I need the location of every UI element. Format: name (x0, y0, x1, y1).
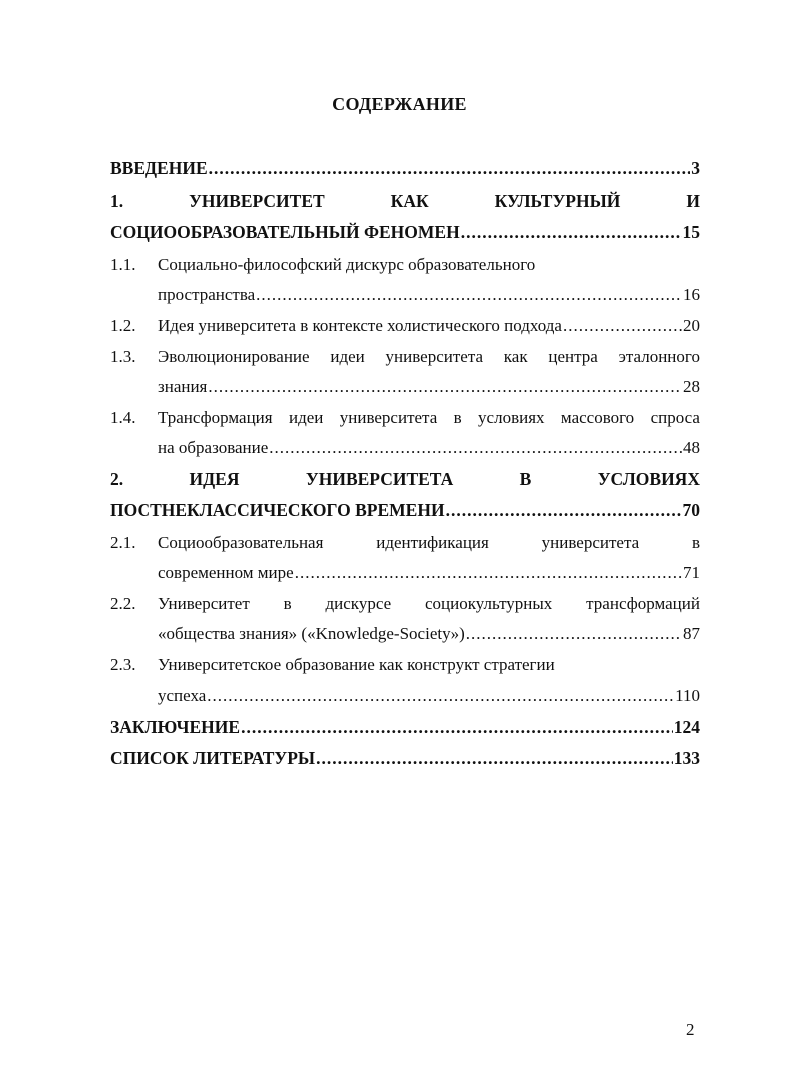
heading-word: трансформаций (586, 594, 700, 613)
toc-entry-2-2-line2[interactable] (158, 624, 700, 650)
dot-leader (209, 158, 691, 179)
heading-word: УНИВЕРСИТЕТА (305, 469, 454, 489)
heading-word: Трансформация (158, 408, 273, 427)
dot-leader (446, 500, 682, 521)
chapter-number: 1. (110, 191, 124, 211)
dot-leader (563, 316, 682, 336)
toc-entry-1-1-line1[interactable]: Социально-философский дискурс образовательного (158, 255, 536, 274)
toc-entry-1-2[interactable] (158, 316, 700, 342)
heading-word: УНИВЕРСИТЕТ (189, 191, 325, 211)
toc-entry-page: 16 (683, 285, 700, 304)
toc-entry-page: 124 (673, 717, 700, 737)
heading-word: идеи (288, 408, 324, 427)
heading-word: университета (541, 533, 640, 552)
heading-word: в (453, 408, 462, 427)
chapter-number: 2. (110, 469, 124, 489)
toc-entry-label: ЗАКЛЮЧЕНИЕ (110, 717, 241, 737)
toc-entry-chapter-1-line1[interactable] (110, 191, 700, 217)
heading-word: в (691, 533, 700, 552)
toc-entry-label: ПОСТНЕКЛАССИЧЕСКОГО ВРЕМЕНИ (110, 500, 445, 520)
heading-word: университета (339, 408, 438, 427)
toc-entry-page: 3 (691, 158, 700, 178)
toc-entry-label: на образование (158, 438, 269, 457)
toc-entry-2-1-line1[interactable] (158, 533, 700, 559)
toc-entry-label: «общества знания» («Knowledge-Society») (158, 624, 465, 643)
heading-word: УСЛОВИЯХ (597, 469, 700, 489)
toc-entry-label: ВВЕДЕНИЕ (110, 158, 208, 178)
toc-entry-1-3-line1[interactable] (158, 347, 700, 373)
page-number: 2 (686, 1020, 695, 1039)
heading-word: спроса (650, 408, 700, 427)
toc-entry-label: пространства (158, 285, 256, 304)
section-number: 1.3. (110, 347, 136, 366)
dot-leader (269, 438, 682, 458)
toc-entry-page: 133 (673, 748, 700, 768)
toc-entry-page: 87 (683, 624, 700, 643)
heading-word: массового (560, 408, 635, 427)
heading-word: центра (548, 347, 598, 366)
toc-entry-page: 70 (682, 500, 700, 520)
toc-entry-references[interactable] (110, 748, 700, 774)
section-number: 1.4. (110, 408, 136, 427)
toc-entry-1-3-line2[interactable] (158, 377, 700, 403)
heading-word: условиях (478, 408, 545, 427)
heading-word: дискурсе (325, 594, 392, 613)
heading-word: идентификация (376, 533, 489, 552)
section-number: 2.1. (110, 533, 136, 552)
toc-entry-label: знания (158, 377, 208, 396)
heading-word: ИДЕЯ (189, 469, 240, 489)
toc-entry-1-1-line2[interactable] (158, 285, 700, 311)
heading-word: эталонного (618, 347, 700, 366)
toc-entry-label: Идея университета в контексте холистического подхода (158, 316, 562, 335)
toc-entry-page: 71 (683, 563, 700, 582)
toc-entry-label: СОЦИООБРАЗОВАТЕЛЬНЫЙ ФЕНОМЕН (110, 222, 460, 242)
toc-entry-conclusion[interactable] (110, 717, 700, 743)
dot-leader (316, 748, 673, 769)
toc-entry-2-2-line1[interactable] (158, 594, 700, 620)
toc-entry-label: современном мире (158, 563, 294, 582)
heading-word: идеи (330, 347, 365, 366)
dot-leader (256, 285, 682, 305)
toc-entry-page: 110 (675, 686, 700, 705)
heading-word: Университет (158, 594, 250, 613)
toc-entry-1-4-line1[interactable] (158, 408, 700, 434)
section-number: 1.1. (110, 255, 136, 274)
heading-word: И (686, 191, 700, 211)
page-title: СОДЕРЖАНИЕ (332, 94, 467, 114)
toc-entry-page: 48 (683, 438, 700, 457)
toc-entry-chapter-1-line2[interactable] (110, 222, 700, 248)
heading-word: как (503, 347, 528, 366)
toc-entry-label: СПИСОК ЛИТЕРАТУРЫ (110, 748, 316, 768)
dot-leader (207, 686, 674, 706)
section-number: 1.2. (110, 316, 136, 335)
heading-word: Социообразовательная (158, 533, 324, 552)
heading-word: социокультурных (424, 594, 553, 613)
section-number: 2.2. (110, 594, 136, 613)
toc-entry-chapter-2-line1[interactable] (110, 469, 700, 495)
toc-entry-intro[interactable] (110, 158, 700, 184)
dot-leader (295, 563, 682, 583)
toc-entry-2-3-line1[interactable]: Университетское образование как конструкт стратегии (158, 655, 555, 674)
heading-word: КАК (390, 191, 429, 211)
toc-entry-page: 20 (683, 316, 700, 335)
toc-entry-2-3-line2[interactable] (158, 686, 700, 712)
toc-entry-1-4-line2[interactable] (158, 438, 700, 464)
toc-entry-label: успеха (158, 686, 207, 705)
toc-entry-chapter-2-line2[interactable] (110, 500, 700, 526)
dot-leader (461, 222, 682, 243)
dot-leader (208, 377, 682, 397)
heading-word: В (519, 469, 532, 489)
dot-leader (466, 624, 682, 644)
toc-entry-page: 28 (683, 377, 700, 396)
heading-word: Эволюционирование (158, 347, 310, 366)
toc-entry-page: 15 (682, 222, 700, 242)
heading-word: в (283, 594, 292, 613)
heading-word: КУЛЬТУРНЫЙ (494, 191, 621, 211)
section-number: 2.3. (110, 655, 136, 674)
toc-entry-2-1-line2[interactable] (158, 563, 700, 589)
heading-word: университета (385, 347, 483, 366)
dot-leader (241, 717, 673, 738)
